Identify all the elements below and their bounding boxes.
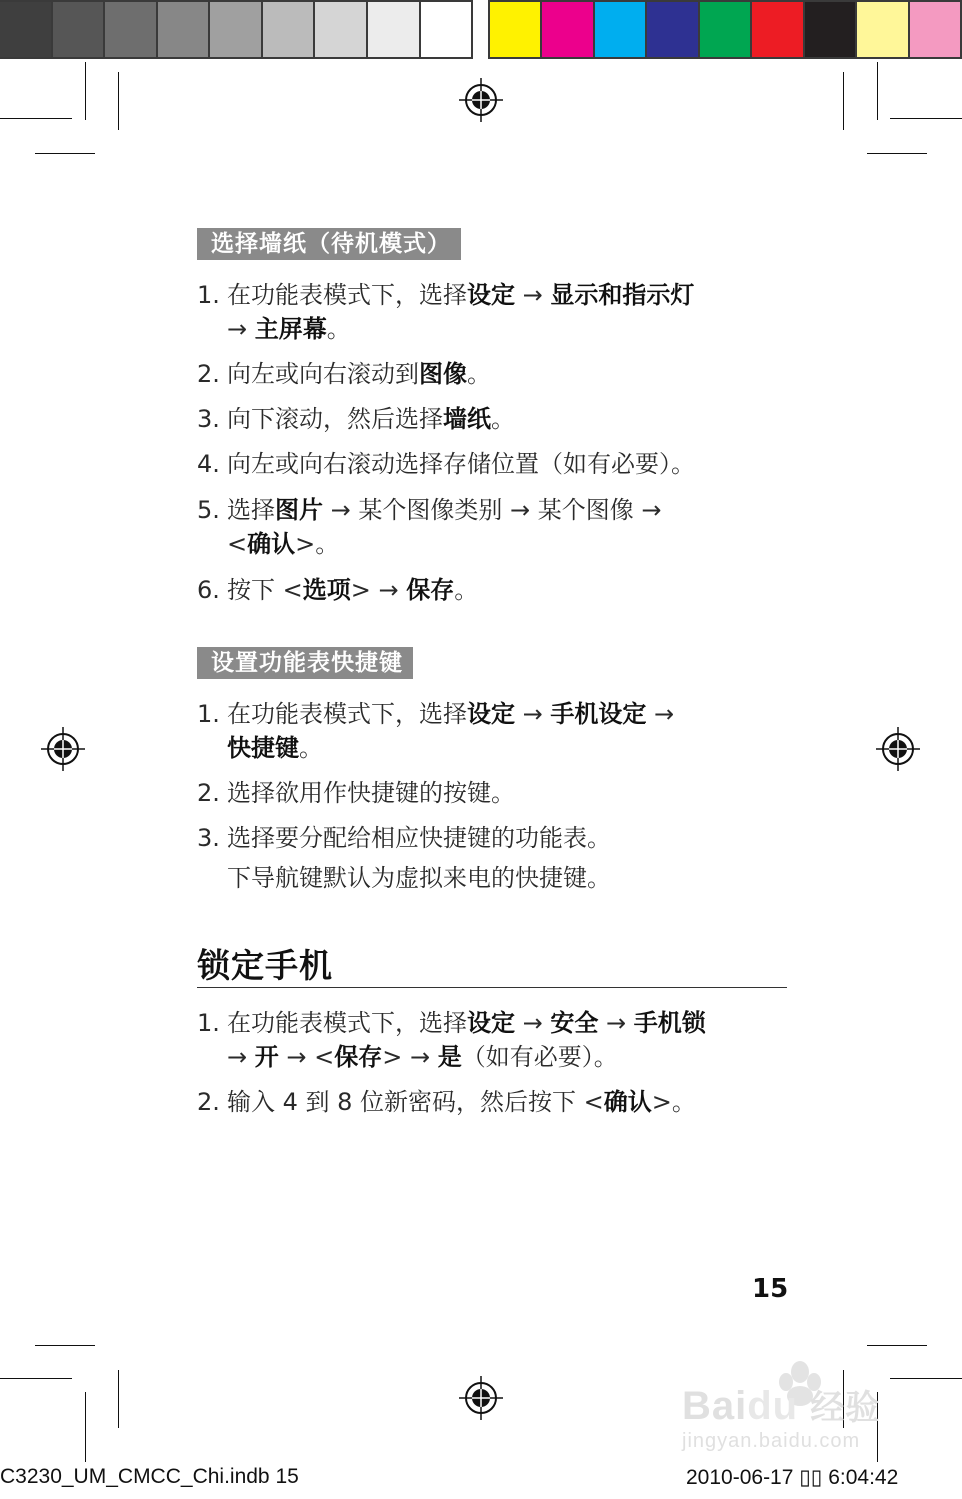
crop-mark bbox=[35, 153, 95, 154]
registration-mark-icon bbox=[459, 1376, 503, 1420]
gray-swatch bbox=[53, 2, 106, 57]
color-swatch bbox=[542, 2, 594, 57]
section-title-wallpaper: 选择墙纸（待机模式） bbox=[197, 228, 461, 260]
color-swatch bbox=[752, 2, 804, 57]
crop-mark bbox=[877, 62, 878, 120]
list-item: 3. 向下滚动，然后选择墙纸。 bbox=[197, 405, 515, 433]
footer-file-info: C3230_UM_CMCC_Chi.indb 15 bbox=[0, 1465, 299, 1488]
color-swatch bbox=[700, 2, 752, 57]
section-title-shortcuts: 设置功能表快捷键 bbox=[197, 647, 413, 679]
list-item: 1. 在功能表模式下，选择设定 → 手机设定 → 快捷键。 bbox=[197, 700, 675, 762]
color-swatch bbox=[857, 2, 909, 57]
list-item: 2. 向左或向右滚动到图像。 bbox=[197, 360, 491, 388]
crop-mark bbox=[0, 1378, 72, 1379]
color-swatch bbox=[647, 2, 699, 57]
crop-mark bbox=[890, 118, 962, 119]
list-item: 4. 向左或向右滚动选择存储位置（如有必要）。 bbox=[197, 450, 695, 478]
color-swatch bbox=[595, 2, 647, 57]
grayscale-calibration-bar bbox=[0, 0, 473, 59]
crop-mark bbox=[118, 72, 119, 130]
crop-mark bbox=[867, 1345, 927, 1346]
baidu-jingyan-watermark: Baidu 经验 jingyan.baidu.com bbox=[682, 1352, 922, 1462]
gray-swatch bbox=[263, 2, 316, 57]
registration-mark-icon bbox=[41, 727, 85, 771]
crop-mark bbox=[118, 1370, 119, 1428]
color-swatch bbox=[910, 2, 962, 57]
list-item: 6. 按下 <选项> → 保存。 bbox=[197, 576, 479, 604]
gray-swatch bbox=[158, 2, 211, 57]
crop-mark bbox=[0, 118, 72, 119]
crop-mark bbox=[843, 72, 844, 130]
gray-swatch bbox=[105, 2, 158, 57]
list-item: 3. 选择要分配给相应快捷键的功能表。 下导航键默认为虚拟来电的快捷键。 bbox=[197, 824, 611, 892]
list-item: 1. 在功能表模式下，选择设定 → 安全 → 手机锁 → 开 → <保存> → 是（如有必要）。 bbox=[197, 1009, 706, 1071]
footer-timestamp: 2010-06-17 ▯▯ 6:04:42 bbox=[686, 1466, 899, 1489]
list-item: 5. 选择图片 → 某个图像类别 → 某个图像 → <确认>。 bbox=[197, 496, 662, 558]
color-swatch bbox=[805, 2, 857, 57]
color-calibration-bar bbox=[488, 0, 962, 59]
list-item: 1. 在功能表模式下，选择设定 → 显示和指示灯 → 主屏幕。 bbox=[197, 281, 695, 343]
gray-swatch bbox=[0, 2, 53, 57]
crop-mark bbox=[867, 153, 927, 154]
list-item: 2. 选择欲用作快捷键的按键。 bbox=[197, 779, 515, 807]
heading-divider bbox=[197, 987, 787, 988]
crop-mark bbox=[35, 1345, 95, 1346]
gray-swatch bbox=[210, 2, 263, 57]
registration-mark-icon bbox=[876, 727, 920, 771]
gray-swatch bbox=[421, 2, 474, 57]
list-item: 2. 输入 4 到 8 位新密码，然后按下 <确认>。 bbox=[197, 1088, 696, 1116]
color-swatch bbox=[490, 2, 542, 57]
section-heading-lock-phone: 锁定手机 bbox=[197, 946, 333, 985]
gray-swatch bbox=[368, 2, 421, 57]
crop-mark bbox=[85, 62, 86, 120]
crop-mark bbox=[85, 1392, 86, 1462]
page-number: 15 bbox=[752, 1274, 789, 1304]
registration-mark-icon bbox=[459, 78, 503, 122]
gray-swatch bbox=[315, 2, 368, 57]
